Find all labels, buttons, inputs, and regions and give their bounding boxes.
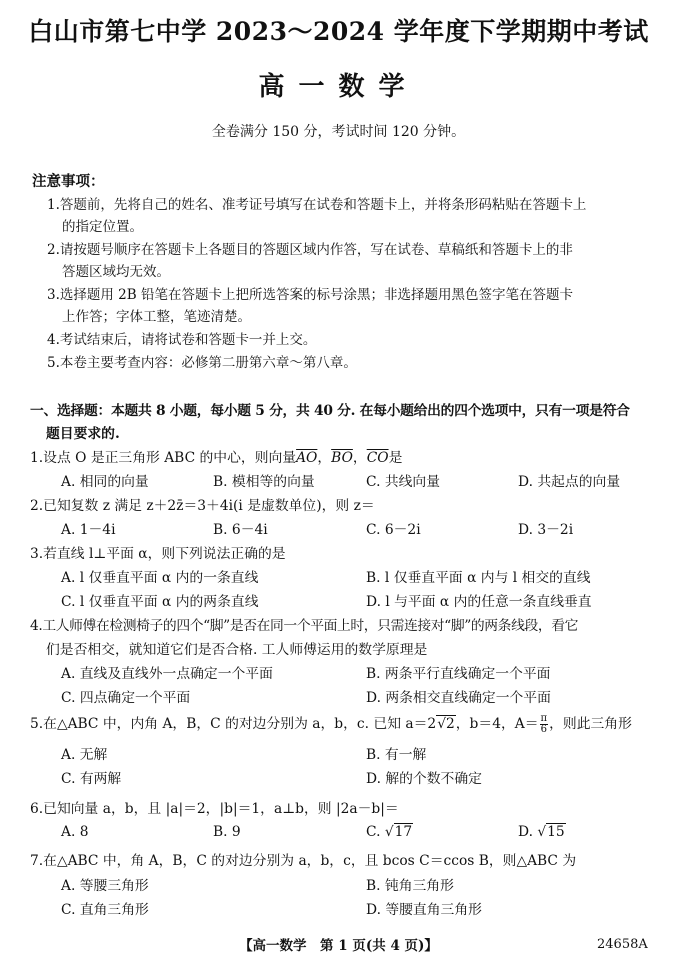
q3-option-b: B. l 仅垂直平面 α 内与 l 相交的直线 (366, 570, 591, 586)
q4-option-d: D. 两条相交直线确定一个平面 (366, 690, 551, 706)
notice-line: 1.答题前，先将自己的姓名、准考证号填写在试卷和答题卡上，并将条形码粘贴在答题卡上 (47, 197, 587, 213)
q5-option-b: B. 有一解 (366, 747, 427, 763)
q6-option-c: C. √17 (366, 824, 413, 840)
notice-line: 答题区域均无效。 (62, 264, 170, 280)
vector-ao: $\overline{AO}$ (296, 450, 318, 466)
exam-title: 白山市第七中学 2023～2024 学年度下学期期中考试 (28, 17, 649, 46)
q3-option-d: D. l 与平面 α 内的任意一条直线垂直 (366, 594, 592, 610)
q4-option-b: B. 两条平行直线确定一个平面 (366, 666, 551, 682)
q1-option-b: B. 模相等的向量 (213, 474, 315, 490)
section-heading-cont: 题目要求的. (46, 426, 120, 442)
q7-option-a: A. 等腰三角形 (61, 878, 149, 894)
q7-option-b: B. 钝角三角形 (366, 878, 454, 894)
subject-title: 高一数学 (258, 72, 419, 102)
question-2-stem: 2.已知复数 z 满足 z＋2z̄＝3＋4i(i 是虚数单位)，则 z＝ (30, 498, 375, 514)
question-1-stem: 1.设点 O 是正三角形 ABC 的中心，则向量$\overline{AO}$，$\overline{BO}$，$\overline{CO}$是 (30, 450, 403, 466)
fraction-pi-over-6: $\frac{\pi}{6}$ (540, 713, 548, 735)
notice-line: 上作答；字体工整，笔迹清楚。 (62, 309, 251, 325)
vector-bo: $\overline{BO}$ (331, 450, 353, 466)
q2-option-a: A. 1－4i (61, 522, 116, 538)
q3-option-a: A. l 仅垂直平面 α 内的一条直线 (61, 570, 259, 586)
q6-option-a: A. 8 (61, 824, 89, 840)
notice-line: 4.考试结束后，请将试卷和答题卡一并上交。 (47, 332, 317, 348)
notice-heading: 注意事项： (32, 173, 105, 190)
question-7-stem: 7.在△ABC 中，角 A，B，C 的对边分别为 a，b，c，且 bcos C＝ccos B，则△ABC 为 (30, 853, 577, 869)
question-6-stem: 6.已知向量 a，b，且 |a|＝2，|b|＝1，a⊥b，则 |2a－b|＝ (30, 801, 399, 817)
q1-option-d: D. 共起点的向量 (518, 474, 621, 490)
notice-line: 3.选择题用 2B 铅笔在答题卡上把所选答案的标号涂黑；非选择题用黑色签字笔在答题卡 (47, 287, 573, 303)
q7-option-d: D. 等腰直角三角形 (366, 902, 482, 918)
question-5-stem: 5.在△ABC 中，内角 A，B，C 的对边分别为 a，b，c. 已知 a＝2√2，b＝4，A＝ $\frac{\pi}{6}$ ，则此三角形 (30, 713, 632, 735)
page-footer: 【高一数学 第 1 页(共 4 页)】 (239, 938, 438, 954)
q4-option-a: A. 直线及直线外一点确定一个平面 (61, 666, 273, 682)
q3-option-c: C. l 仅垂直平面 α 内的两条直线 (61, 594, 259, 610)
q1-option-c: C. 共线向量 (366, 474, 441, 490)
question-4-stem: 4.工人师傅在检测椅子的四个“脚”是否在同一个平面上时，只需连接对“脚”的两条线段，看它 (30, 618, 579, 634)
q5-option-a: A. 无解 (61, 747, 108, 763)
question-3-stem: 3.若直线 l⊥平面 α，则下列说法正确的是 (30, 546, 286, 562)
q7-option-c: C. 直角三角形 (61, 902, 149, 918)
sqrt-value: √2 (437, 716, 455, 732)
question-4-stem-cont: 们是否相交，就知道它们是否合格. 工人师傅运用的数学原理是 (46, 642, 428, 658)
q1-option-a: A. 相同的向量 (61, 474, 149, 490)
q6-option-b: B. 9 (213, 824, 241, 840)
q2-option-d: D. 3－2i (518, 522, 574, 538)
notice-line: 2.请按题号顺序在答题卡上各题目的答题区域内作答，写在试卷、草稿纸和答题卡上的非 (47, 242, 573, 258)
section-heading: 一、选择题：本题共 8 小题，每小题 5 分，共 40 分. 在每小题给出的四个选项中，只有一项是符合 (30, 403, 630, 419)
q5-option-d: D. 解的个数不确定 (366, 771, 482, 787)
notice-line: 5.本卷主要考查内容：必修第二册第六章～第八章。 (47, 355, 357, 371)
q6-option-d: D. √15 (518, 824, 565, 840)
q5-option-c: C. 有两解 (61, 771, 122, 787)
paper-code: 24658A (597, 937, 648, 952)
q4-option-c: C. 四点确定一个平面 (61, 690, 191, 706)
notice-line: 的指定位置。 (62, 219, 143, 235)
q2-option-b: B. 6－4i (213, 522, 268, 538)
vector-co: $\overline{CO}$ (366, 450, 389, 466)
exam-info: 全卷满分 150 分，考试时间 120 分钟。 (211, 124, 466, 140)
q2-option-c: C. 6－2i (366, 522, 421, 538)
